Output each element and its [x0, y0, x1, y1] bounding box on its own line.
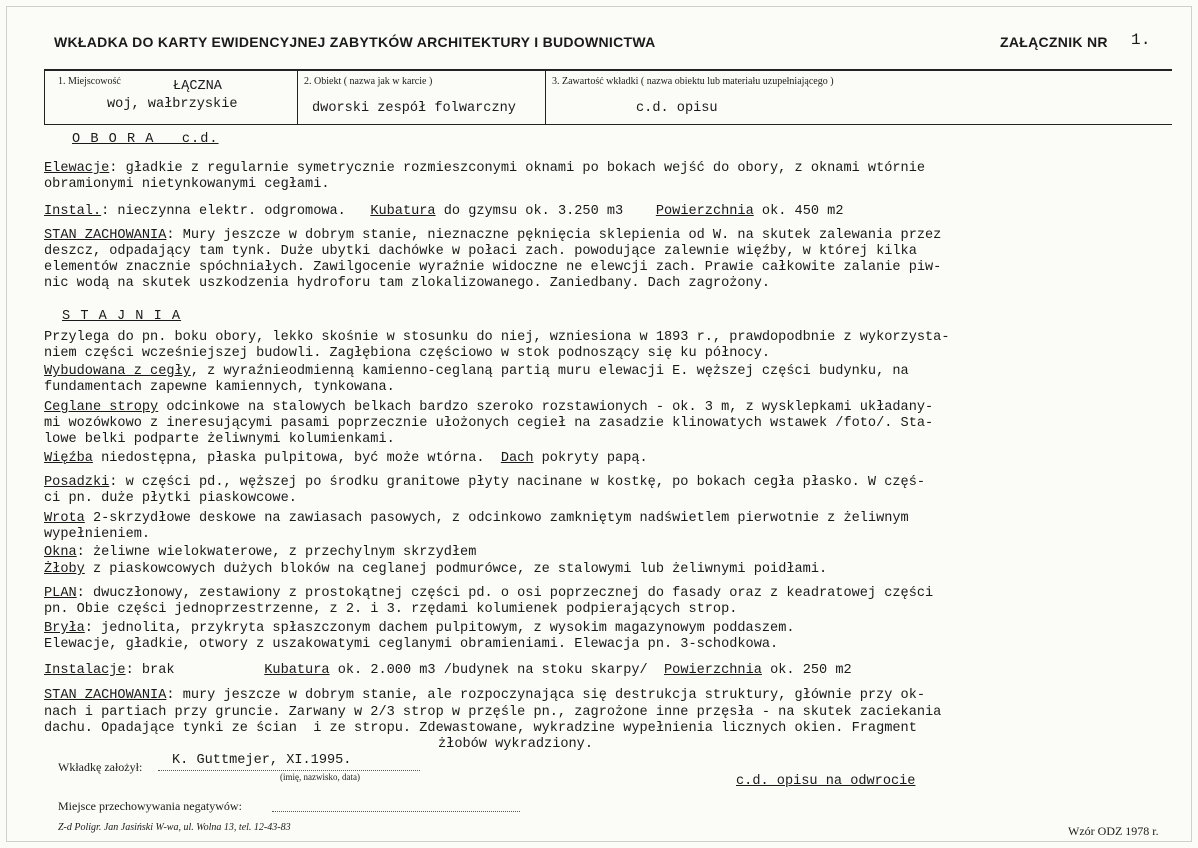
- text-line: [44, 364, 909, 380]
- text-line: Elewacje, gładkie, otwory z uszakowatymi ceglanymi obramieniami. Elewacja pn. 3-schodkowa.: [44, 637, 779, 652]
- founder-hint: (imię, nazwisko, data): [280, 772, 360, 782]
- annex-label: ZAŁĄCZNIK NR: [1000, 34, 1108, 50]
- term-instalacje: Instalacje: [44, 663, 126, 678]
- field-locality-label: 1. Miejscowość: [58, 76, 121, 87]
- negatives-dotted-line: [272, 811, 520, 812]
- text-span: 2-skrzydłowe deskowe na zawiasach pasowych, z odcinkowo zamkniętym nadświetlem pierwotnie z żeliwnym: [84, 511, 909, 526]
- term-instal: Instal.: [44, 204, 102, 219]
- field-locality-place: ŁĄCZNA: [173, 79, 222, 94]
- text-line: [44, 161, 925, 177]
- text-line: mi wozówkowo z ineresującymi pasami poprzecznie ułożonych cegieł na zasadzie klinowatych wstawek /foto/. Sta-: [44, 416, 934, 431]
- text-line: [44, 400, 933, 416]
- form-title: WKŁADKA DO KARTY EWIDENCYJNEJ ZABYTKÓW ARCHITEKTURY I BUDOWNICTWA: [54, 34, 656, 50]
- term-powierzchnia: Powierzchnia: [655, 204, 754, 219]
- text-line: [44, 586, 933, 602]
- term-okna: Okna: [44, 545, 77, 560]
- founder-label: Wkładkę założył:: [58, 760, 143, 774]
- text-line: nic wodą na skutek uszkodzenia hydroforu tam zlokalizowanego. Zaniedbany. Dach zagrożony.: [44, 276, 771, 291]
- text-span: ok. 450 m2: [753, 204, 844, 219]
- negatives-label: Miejsce przechowywania negatywów:: [58, 799, 242, 813]
- text-line: [44, 228, 941, 244]
- text-line: ci pn. duże płytki piaskowcowe.: [44, 491, 297, 506]
- text-line: [44, 663, 852, 679]
- printer-imprint: Z-d Poligr. Jan Jasiński W-wa, ul. Wolna 13, tel. 12-43-83: [58, 822, 291, 833]
- text-span: : Mury jeszcze w dobrym stanie, nieznaczne pęknięcia sklepienia od W. na skutek zalewania przez: [166, 228, 942, 243]
- text-span: : żeliwne wielokwaterowe, z przechylnym skrzydłem: [76, 545, 477, 560]
- text-line: obramionymi nietynkowanymi cegłami.: [44, 177, 330, 192]
- field-divider-1: [297, 69, 298, 125]
- term-bryla: Bryła: [44, 621, 85, 636]
- term-posadzki: Posadzki: [44, 475, 110, 490]
- term-kubatura: Kubatura: [264, 663, 330, 678]
- text-line: Przylega do pn. boku obory, lekko skośnie w stosunku do niej, wzniesiona w 1893 r., prawdopodbnie z wykorzysta-: [44, 330, 950, 345]
- heading-obora-text: O B O R A c.d.: [72, 132, 219, 147]
- term-zloby: Żłoby: [44, 562, 85, 577]
- founder-dotted-line: [158, 770, 420, 771]
- founder-value: K. Guttmejer, XI.1995.: [172, 753, 352, 768]
- text-line: [44, 511, 909, 527]
- term-wrota: Wrota: [44, 511, 85, 526]
- heading-stajnia-text: S T A J N I A: [62, 309, 182, 324]
- term-kubatura: Kubatura: [370, 204, 436, 219]
- term-ceglane-stropy: Ceglane stropy: [44, 400, 159, 415]
- term-elewacje: Elewacje: [44, 161, 110, 176]
- term-stan-zachowania: STAN ZACHOWANIA: [44, 228, 167, 243]
- field-divider-left: [44, 69, 45, 125]
- text-line: fundamentach zapewne kamiennych, tynkowana.: [44, 380, 395, 395]
- text-line: [44, 475, 925, 491]
- continued-note: c.d. opisu na odwrocie: [736, 774, 916, 789]
- text-span: do gzymsu ok. 3.250 m3: [435, 204, 656, 219]
- field-locality-region: woj, wałbrzyskie: [107, 97, 238, 112]
- text-line: niem części wcześniejszej budowli. Zagłębiona częściowo w stok podnoszący się ku północy.: [44, 346, 771, 361]
- text-line: lowe belki podparte żeliwnymi kolumienkami.: [44, 432, 395, 447]
- text-line: pn. Obie części jednoprzestrzenne, z 2. i 3. rzędami kolumienek podpierających strop.: [44, 602, 738, 617]
- term-wybudowana: Wybudowana z cegły: [44, 364, 191, 379]
- text-line: [44, 545, 476, 561]
- text-span: : gładkie z regularnie symetrycznie rozmieszconymi oknami po bokach wejść do obory, z oknami wtórnie: [109, 161, 926, 176]
- field-content-value: c.d. opisu: [636, 101, 718, 116]
- term-powierzchnia: Powierzchnia: [664, 663, 762, 678]
- term-dach: Dach: [500, 451, 534, 466]
- term-stan-zachowania: STAN ZACHOWANIA: [44, 688, 167, 703]
- text-span: ok. 250 m2: [761, 663, 852, 678]
- text-line: deszcz, odpadający tam tynk. Duże ubytki dachówke w połaci zach. powodujące zalewnie więźby, w której kilka: [44, 244, 917, 259]
- text-span: niedostępna, płaska pulpitowa, być może wtórna.: [92, 451, 501, 466]
- annex-number: 1.: [1131, 31, 1151, 49]
- text-span: : jednolita, przykryta spłaszczonym dachem pulpitowym, z wysokim magazynowym poddaszem.: [84, 621, 795, 636]
- text-span: : brak: [125, 663, 265, 678]
- text-span: z piaskowcowych dużych bloków na ceglanej podmurówce, ze stalowymi lub żeliwnymi poidłami.: [84, 562, 828, 577]
- heading-stajnia: [62, 309, 181, 325]
- text-line: elementów znacznie spóchniałych. Zawilgocenie wyraźnie widoczne ne elewcji zach. Prawie całkowite zalanie piw-: [44, 260, 942, 275]
- heading-obora: [72, 132, 219, 148]
- field-divider-2: [545, 69, 546, 125]
- term-wiezba: Więźba: [44, 451, 93, 466]
- text-line: dachu. Opadające tynki ze ścian i ze stropu. Zdewastowane, wykradzine wypełnienia licznych okien. Fragment: [44, 721, 917, 736]
- field-content-label: 3. Zawartość wkładki ( nazwa obiektu lub materiału uzupełniającego ): [552, 76, 834, 87]
- header-rule-top: [44, 69, 1172, 71]
- text-line: [44, 688, 925, 704]
- text-span: : nieczynna elektr. odgromowa.: [101, 204, 371, 219]
- field-object-value: dworski zespół folwarczny: [312, 101, 516, 116]
- text-span: ok. 2.000 m3 /budynek na stoku skarpy/: [329, 663, 664, 678]
- term-plan: PLAN: [44, 586, 77, 601]
- text-line: żłobów wykradziony.: [438, 737, 593, 752]
- text-line: wypełnieniem.: [44, 527, 151, 542]
- text-line: [44, 451, 648, 467]
- text-line: [44, 621, 795, 637]
- field-object-label: 2. Obiekt ( nazwa jak w karcie ): [304, 76, 433, 87]
- text-span: : dwuczłonowy, zestawiony z prostokątnej części pd. o osi poprzecznej do fasady oraz z keadratowej części: [76, 586, 934, 601]
- text-span: : mury jeszcze w dobrym stanie, ale rozpoczynająca się destrukcja struktury, głównie przy ok-: [166, 688, 926, 703]
- text-line: [44, 562, 827, 578]
- header-rule-bottom: [44, 124, 1172, 125]
- text-span: pokryty papą.: [533, 451, 648, 466]
- text-line: [44, 204, 843, 220]
- form-id: Wzór ODZ 1978 r.: [1068, 824, 1159, 838]
- text-span: odcinkowe na stalowych belkach bardzo szeroko rozstawionych - ok. 3 m, z wysklepkami układany-: [158, 400, 934, 415]
- text-line: nach i partiach przy gruncie. Zarwany w 2/3 strop w przęśle pn., zagrożone inne przęsła - na skutek zaciekania: [44, 705, 942, 720]
- text-span: , z wyraźnieodmienną kamienno-ceglaną partią muru elewacji E. węższej części budynku, na: [190, 364, 909, 379]
- text-span: : w części pd., węższej po środku granitowe płyty nacinane w kostkę, po bokach cegła płasko. W częś-: [109, 475, 926, 490]
